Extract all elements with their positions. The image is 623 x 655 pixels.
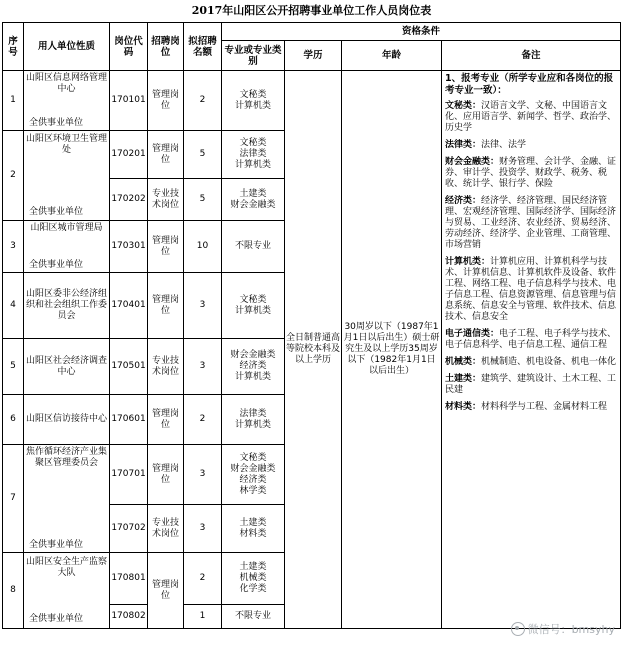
- header-notes: 备注: [442, 41, 621, 71]
- notes-heading: 1、报考专业（所学专业应和各岗位的报考专业一致）：: [445, 73, 614, 96]
- post-cell: 管理岗位: [148, 395, 184, 445]
- unit-name: 山阳区安全生产监察大队: [25, 556, 107, 578]
- header-age: 年龄: [342, 41, 442, 71]
- notes-text: 汉语言文学、文秘、中国语言文化、应用语言学、新闻学、哲学、政治学、历史学: [445, 101, 617, 133]
- quota-cell: 3: [184, 445, 222, 505]
- quota-cell: 3: [184, 339, 222, 395]
- post-cell: 专业技术岗位: [148, 339, 184, 395]
- seq-cell: 2: [3, 131, 24, 221]
- notes-label: 文秘类：: [445, 101, 482, 111]
- post-cell: 管理岗位: [148, 71, 184, 131]
- major-cell: 财会金融类 经济类 计算机类: [222, 339, 285, 395]
- unit-name: 焦作循环经济产业集聚区管理委员会: [25, 446, 107, 468]
- notes-label: 土建类：: [445, 374, 482, 384]
- post-cell: 管理岗位: [148, 221, 184, 273]
- quota-cell: 10: [184, 221, 222, 273]
- code-cell: 170701: [110, 445, 148, 505]
- major-cell: 法律类 计算机类: [222, 395, 285, 445]
- major-cell: 不限专业: [222, 605, 285, 629]
- notes-label: 法律类：: [445, 140, 482, 150]
- notes-text: 经济学、经济管理、国民经济管理、宏观经济管理、国际经济学、国际经济与贸易、工业经济、农业经济、贸易经济、劳动经济、经济学、企业管理、工商管理、市场营销: [445, 196, 617, 250]
- table-title: 2017年山阳区公开招聘事业单位工作人员岗位表: [191, 4, 432, 17]
- seq-cell: 1: [3, 71, 24, 131]
- quota-cell: 2: [184, 553, 222, 605]
- major-cell: 土建类 机械类 化学类: [222, 553, 285, 605]
- quota-cell: 5: [184, 179, 222, 221]
- unit-cell: 山阳区社会经济调查中心: [24, 339, 110, 395]
- major-cell: 文秘类 计算机类: [222, 71, 285, 131]
- unit-type: 全供事业单位: [29, 117, 84, 128]
- header-quota: 拟招聘名额: [184, 23, 222, 71]
- code-cell: 170201: [110, 131, 148, 179]
- unit-cell: [24, 131, 110, 221]
- code-cell: 170702: [110, 505, 148, 553]
- seq-cell: 6: [3, 395, 24, 445]
- notes-text: 建筑学、建筑设计、土木工程、工民建: [445, 374, 617, 395]
- notes-text: 财务管理、会计学、金融、证券、审计学、投资学、财政学、税务、税收、统计学、银行学、保险: [445, 157, 617, 189]
- code-cell: 170301: [110, 221, 148, 273]
- notes-item: [445, 196, 617, 251]
- code-cell: 170401: [110, 273, 148, 339]
- post-cell: 管理岗位: [148, 273, 184, 339]
- notes-item: [445, 329, 617, 351]
- notes-label: 经济类：: [445, 196, 482, 206]
- code-cell: 170801: [110, 553, 148, 605]
- major-cell: 不限专业: [222, 221, 285, 273]
- quota-cell: 2: [184, 395, 222, 445]
- post-cell: 专业技术岗位: [148, 179, 184, 221]
- code-cell: 170101: [110, 71, 148, 131]
- major-cell: 文秘类 计算机类: [222, 273, 285, 339]
- header-seq: 序号: [3, 23, 24, 71]
- code-cell: 170802: [110, 605, 148, 629]
- major-cell: 土建类 财会金融类: [222, 179, 285, 221]
- notes-item: [445, 257, 617, 323]
- notes-label: 财会金融类：: [445, 157, 500, 167]
- header-code: 岗位代码: [110, 23, 148, 71]
- notes-item: [445, 374, 617, 396]
- post-cell: 管理岗位: [148, 131, 184, 179]
- notes-item: [445, 157, 617, 190]
- major-cell: 文秘类 法律类 计算机类: [222, 131, 285, 179]
- major-cell: 土建类 材料类: [222, 505, 285, 553]
- notes-label: 电子通信类：: [445, 329, 500, 339]
- post-cell: 管理岗位: [148, 553, 184, 629]
- seq-cell: 8: [3, 553, 24, 629]
- notes-item: [445, 140, 617, 151]
- seq-cell: 5: [3, 339, 24, 395]
- watermark-text: 微信号：bmsyhy: [527, 623, 615, 636]
- notes-label: 材料类：: [445, 402, 482, 412]
- notes-text: 法律、法学: [481, 140, 527, 150]
- quota-cell: 1: [184, 605, 222, 629]
- post-cell: 专业技术岗位: [148, 505, 184, 553]
- table-row: [3, 71, 621, 131]
- unit-cell: 山阳区信访接待中心: [24, 395, 110, 445]
- unit-cell: [24, 71, 110, 131]
- quota-cell: 5: [184, 131, 222, 179]
- notes-text: 材料科学与工程、金属材料工程: [481, 402, 608, 412]
- unit-type: 全供事业单位: [29, 539, 84, 550]
- notes-item: [445, 357, 617, 368]
- unit-cell: [24, 553, 110, 629]
- notes-cell: [442, 71, 621, 629]
- unit-type: 全供事业单位: [29, 259, 84, 270]
- notes-text: 机械制造、机电设备、机电一体化: [481, 357, 617, 367]
- quota-cell: 3: [184, 273, 222, 339]
- header-qualifications: 资格条件: [222, 23, 621, 41]
- header-major: 专业或专业类别: [222, 41, 285, 71]
- header-post: 招聘岗位: [148, 23, 184, 71]
- unit-name: 山阳区环境卫生管理处: [25, 133, 107, 155]
- header-unit: 用人单位性质: [24, 23, 110, 71]
- seq-cell: 7: [3, 445, 24, 553]
- wechat-icon: [511, 622, 525, 636]
- code-cell: 170202: [110, 179, 148, 221]
- major-cell: 文秘类 财会金融类 经济类 林学类: [222, 445, 285, 505]
- notes-label: 机械类：: [445, 357, 482, 367]
- unit-name: 山阳区信息网络管理中心: [25, 72, 107, 94]
- watermark: [511, 621, 615, 637]
- unit-type: 全供事业单位: [29, 613, 84, 624]
- education-cell: 全日制普通高等院校本科及以上学历: [285, 71, 342, 629]
- unit-cell: 山阳区委非公经济组织和社会组织工作委员会: [24, 273, 110, 339]
- code-cell: 170501: [110, 339, 148, 395]
- header-education: 学历: [285, 41, 342, 71]
- seq-cell: 4: [3, 273, 24, 339]
- unit-type: 全供事业单位: [29, 206, 84, 217]
- notes-text: 电子工程、电子科学与技术、电子信息科学、电子信息工程、通信工程: [445, 329, 617, 350]
- unit-cell: [24, 445, 110, 553]
- code-cell: 170601: [110, 395, 148, 445]
- unit-name: 山阳区城市管理局: [30, 222, 103, 233]
- unit-cell: [24, 221, 110, 273]
- seq-cell: 3: [3, 221, 24, 273]
- positions-table: [2, 22, 621, 629]
- age-cell: 30周岁以下（1987年1月1日以后出生）硕士研究生及以上学历35周岁以下（1982年1月1日以后出生）: [342, 71, 442, 629]
- post-cell: 管理岗位: [148, 445, 184, 505]
- notes-label: 计算机类：: [445, 257, 491, 267]
- notes-item: [445, 402, 617, 413]
- notes-text: 计算机应用、计算机科学与技术、计算机信息、计算机软件及设备、软件工程、网络工程、电子信息科学与技术、电子信息工程、信息资源管理、信息管理与信息系统、信息安全与管理、软件技术、信息技术、信息安全: [445, 257, 617, 322]
- quota-cell: 2: [184, 71, 222, 131]
- quota-cell: 3: [184, 505, 222, 553]
- notes-item: [445, 101, 617, 134]
